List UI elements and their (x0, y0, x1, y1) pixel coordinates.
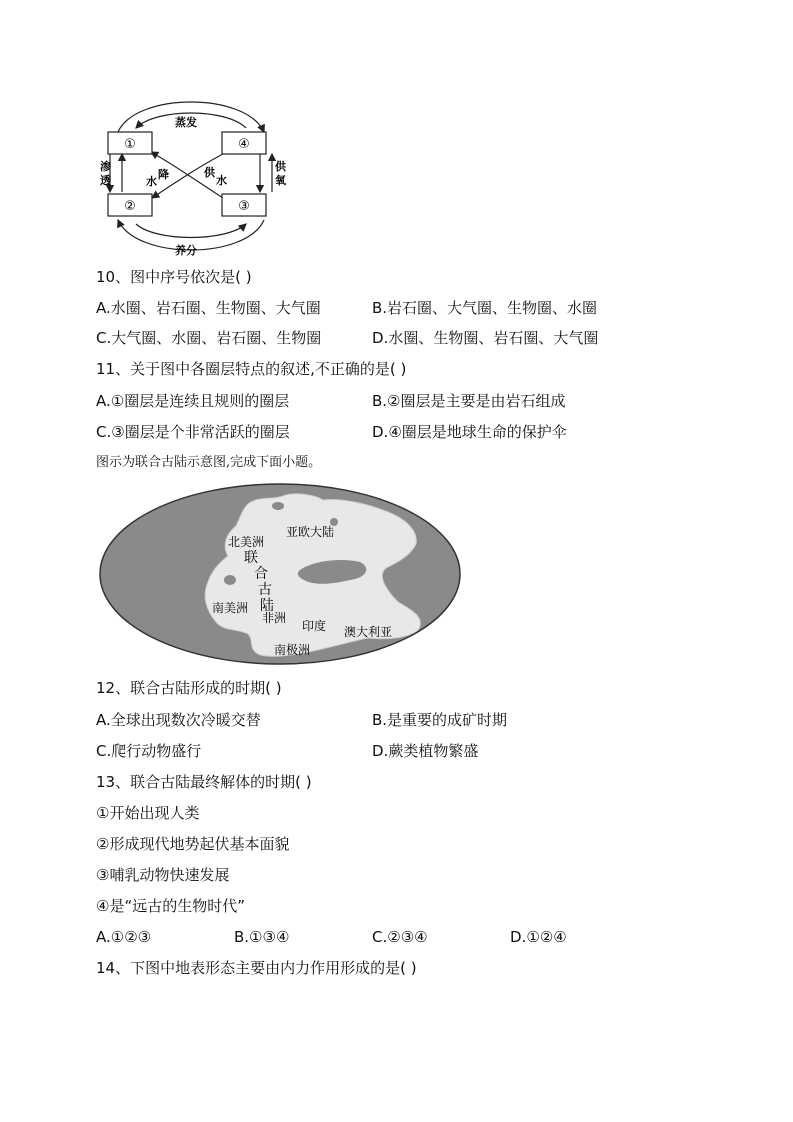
q11-option-a[interactable]: A.①圈层是连续且规则的圈层 (96, 392, 290, 410)
label-north-america: 北美洲 (228, 535, 265, 549)
q12-option-d[interactable]: D.蕨类植物繁盛 (372, 742, 479, 760)
box-4-label: ④ (238, 137, 250, 152)
q10-option-c[interactable]: C.大气圈、水圈、岩石圈、生物圈 (96, 329, 322, 347)
label-pangaea-2: 合 (254, 566, 268, 582)
q12-stem: 12、联合古陆形成的时期( ) (96, 679, 282, 697)
label-india: 印度 (302, 619, 327, 633)
q13-item-2: ②形成现代地势起伏基本面貌 (96, 835, 290, 853)
water-supply-label-2: 水 (216, 174, 227, 187)
q10-stem: 10、图中序号依次是( ) (96, 268, 252, 286)
q11-option-d[interactable]: D.④圈层是地球生命的保护伞 (372, 423, 567, 441)
q10-option-a[interactable]: A.水圈、岩石圈、生物圈、大气圈 (96, 299, 321, 317)
q11-option-c[interactable]: C.③圈层是个非常活跃的圈层 (96, 423, 290, 441)
evaporation-label: 蒸发 (175, 116, 197, 129)
q13-option-c[interactable]: C.②③④ (372, 928, 428, 946)
q13-option-b[interactable]: B.①③④ (234, 928, 290, 946)
label-australia: 澳大利亚 (344, 625, 393, 639)
pangaea-intro: 图示为联合古陆示意图,完成下面小题。 (96, 455, 322, 470)
q11-option-b[interactable]: B.②圈层是主要是由岩石组成 (372, 392, 566, 410)
box-1-label: ① (124, 137, 136, 152)
label-antarctica: 南极洲 (274, 643, 311, 657)
spheres-cycle-diagram (96, 92, 286, 260)
label-pangaea-4: 陆 (260, 598, 274, 614)
q10-option-d[interactable]: D.水圈、生物圈、岩石圈、大气圈 (372, 329, 599, 347)
q10-option-b[interactable]: B.岩石圈、大气圈、生物圈、水圈 (372, 299, 598, 317)
seepage-label-2: 透 (100, 174, 111, 187)
label-pangaea-1: 联 (244, 550, 258, 566)
box-3-label: ③ (238, 199, 250, 214)
q13-option-d[interactable]: D.①②④ (510, 928, 567, 946)
q14-stem: 14、下图中地表形态主要由内力作用形成的是( ) (96, 959, 417, 977)
oxygen-label-1: 供 (275, 160, 286, 173)
label-eurasia: 亚欧大陆 (286, 525, 335, 539)
precip-label-1: 水 (146, 175, 157, 188)
box-2-label: ② (124, 199, 136, 214)
q12-option-c[interactable]: C.爬行动物盛行 (96, 742, 202, 760)
q12-option-a[interactable]: A.全球出现数次冷暖交替 (96, 711, 261, 729)
label-south-america: 南美洲 (212, 601, 249, 615)
pangaea-map (98, 482, 462, 666)
q13-item-1: ①开始出现人类 (96, 804, 200, 822)
q13-item-3: ③哺乳动物快速发展 (96, 866, 230, 884)
q13-option-a[interactable]: A.①②③ (96, 928, 152, 946)
label-africa: 非洲 (262, 611, 287, 625)
q13-stem: 13、联合古陆最终解体的时期( ) (96, 773, 312, 791)
label-pangaea-3: 古 (258, 582, 272, 598)
q12-option-b[interactable]: B.是重要的成矿时期 (372, 711, 508, 729)
q13-item-4: ④是“远古的生物时代” (96, 897, 245, 915)
seepage-label-1: 渗 (100, 160, 111, 173)
oxygen-label-2: 氧 (275, 174, 286, 187)
precip-label-2: 降 (158, 168, 169, 181)
q11-stem: 11、关于图中各圈层特点的叙述,不正确的是( ) (96, 360, 407, 378)
nutrients-label: 养分 (175, 244, 197, 257)
water-supply-label-1: 供 (204, 166, 215, 179)
